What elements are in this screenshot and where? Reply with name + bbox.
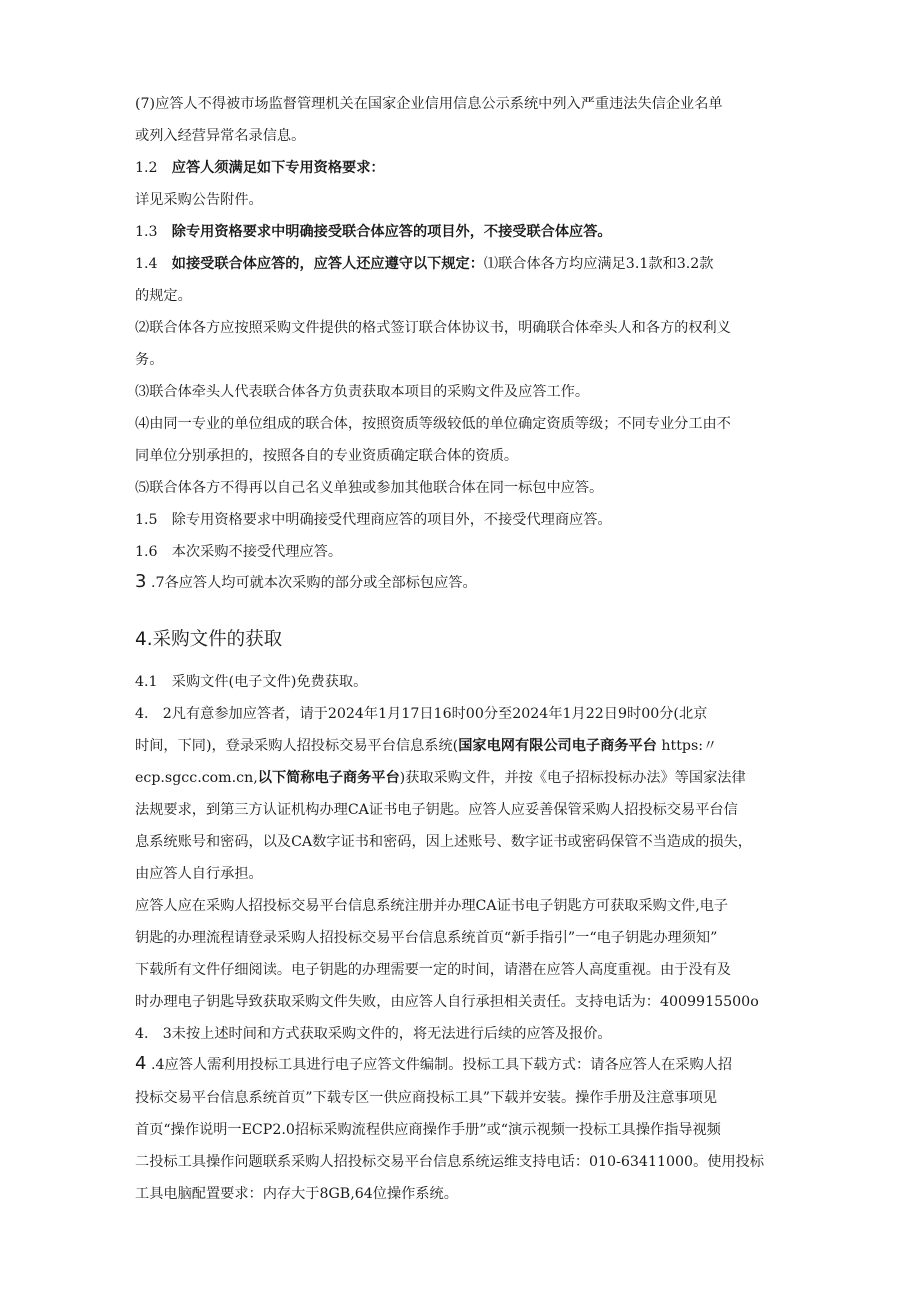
paragraph-line: 二投标工具操作问题联系采购人招投标交易平台信息系统运维支持电话：010-63411000。使用投标 (135, 1154, 765, 1170)
paragraph-line: 应答人应在采购人招投标交易平台信息系统注册并办理CA证书电子钥匙方可获取采购文件,电子 (135, 898, 729, 914)
clause-1-6: 1.6 本次采购不接受代理应答。 (135, 544, 343, 560)
clause-4-3: 4. 3未按上述时间和方式获取采购文件的，将无法进行后续的应答及报价。 (135, 1026, 612, 1042)
clause-3-7: 3 .7各应答人均可就本次采购的部分或全部标包应答。 (135, 572, 477, 592)
paragraph-line: 投标交易平台信息系统首页”下载专区一供应商投标工具”下载并安装。操作手册及注意事项见 (135, 1090, 718, 1106)
paragraph-line: 法规要求，到第三方认证机构办理CA证书电子钥匙。应答人应妥善保管采购人招投标交易平台信 (135, 802, 738, 818)
clause-1-4: 1.4 如接受联合体应答的，应答人还应遵守以下规定：⑴联合体各方均应满足3.1款和3.2款 (135, 256, 714, 272)
clause-4-1: 4.1 采购文件(电子文件)免费获取。 (135, 674, 368, 690)
paragraph-line: 务。 (135, 352, 164, 368)
clause-1-2: 1.2 应答人须满足如下专用资格要求： (135, 160, 385, 176)
paragraph-line: (7)应答人不得被市场监督管理机关在国家企业信用信息公示系统中列入严重违法失信企业名单 (135, 96, 723, 112)
paragraph-line: ⑶联合体牵头人代表联合体各方负责获取本项目的采购文件及应答工作。 (135, 384, 590, 400)
paragraph-line: 下载所有文件仔细阅读。电子钥匙的办理需要一定的时间，请潜在应答人高度重视。由于没有及 (135, 962, 731, 978)
paragraph-line: 工具电脑配置要求：内存大于8GB,64位操作系统。 (135, 1186, 458, 1202)
paragraph-line: 钥匙的办理流程请登录采购人招投标交易平台信息系统首页“新手指引”一“电子钥匙办理须知” (135, 930, 718, 946)
paragraph-line: ⑷由同一专业的单位组成的联合体，按照资质等级较低的单位确定资质等级；不同专业分工由不 (135, 416, 731, 432)
paragraph-line: ⑵联合体各方应按照采购文件提供的格式签订联合体协议书，明确联合体牵头人和各方的权利义 (135, 320, 731, 336)
clause-1-5: 1.5 除专用资格要求中明确接受代理商应答的项目外，不接受代理商应答。 (135, 512, 612, 528)
paragraph-line: 同单位分别承担的，按照各自的专业资质确定联合体的资质。 (135, 448, 519, 464)
paragraph-line: ecp.sgcc.com.cn,以下简称电子商务平台)获取采购文件，并按《电子招标投标办法》等国家法律 (135, 770, 746, 786)
clause-4-2: 4. 2凡有意参加应答者，请于2024年1月17日16时00分至2024年1月22日9时00分(北京 (135, 706, 708, 722)
section-heading: 4.采购文件的获取 (135, 629, 283, 650)
paragraph-line: 时办理电子钥匙导致获取采购文件失败，由应答人自行承担相关责任。支持电话为：4009915500o (135, 994, 759, 1010)
paragraph-line: 首页“操作说明一ECP2.0招标采购流程供应商操作手册”或“演示视频一投标工具操作指导视频 (135, 1122, 721, 1138)
paragraph-line: 息系统账号和密码，以及CA数字证书和密码，因上述账号、数字证书或密码保管不当造成的损失， (135, 834, 752, 850)
clause-4-4: 4 .4应答人需利用投标工具进行电子应答文件编制。投标工具下载方式：请各应答人在采购人招 (135, 1054, 733, 1074)
clause-1-3: 1.3 除专用资格要求中明确接受联合体应答的项目外，不接受联合体应答。 (135, 224, 612, 240)
paragraph-line: ⑸联合体各方不得再以自己名义单独或参加其他联合体在同一标包中应答。 (135, 480, 604, 496)
paragraph-line: 时间，下同)，登录采购人招投标交易平台信息系统(国家电网有限公司电子商务平台 https:〃 (135, 738, 718, 754)
paragraph-line: 的规定。 (135, 288, 192, 304)
paragraph-line: 详见采购公告附件。 (135, 192, 263, 208)
paragraph-line: 由应答人自行承担。 (135, 866, 263, 882)
paragraph-line: 或列入经营异常名录信息。 (135, 128, 306, 144)
